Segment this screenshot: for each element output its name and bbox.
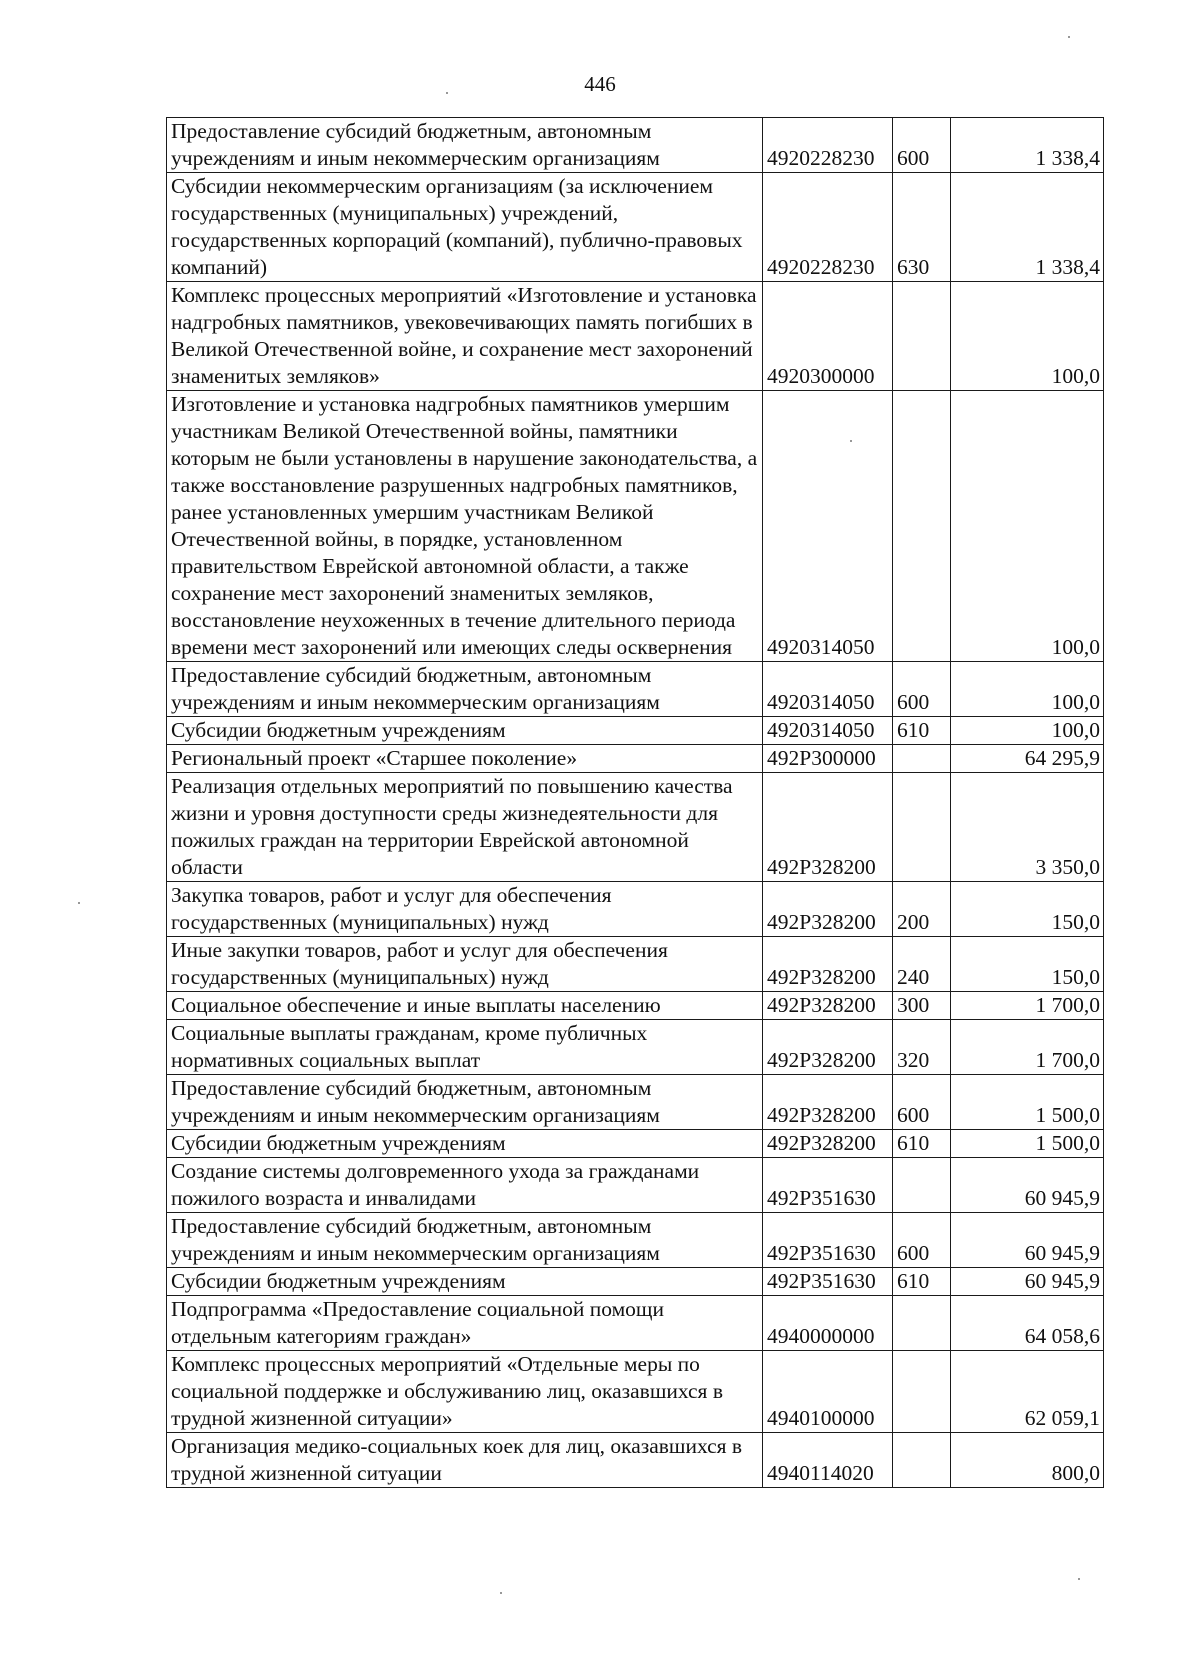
row-name-cell: Создание системы долговременного ухода за гражданами пожилого возраста и инвалидами (167, 1158, 763, 1213)
row-expense-type-cell: 600 (893, 1213, 951, 1268)
row-code-cell: 4920228230 (763, 118, 893, 173)
budget-table-body (167, 118, 1104, 1488)
row-sum-cell: 100,0 (951, 282, 1104, 391)
row-name-cell: Комплекс процессных мероприятий «Изготовление и установка надгробных памятников, увековечивающих память погибших в Великой Отечественной войне, и сохранение мест захоронений знаменитых земляков» (167, 282, 763, 391)
row-name-cell: Организация медико-социальных коек для лиц, оказавшихся в трудной жизненной ситуации (167, 1433, 763, 1488)
row-sum-cell: 60 945,9 (951, 1268, 1104, 1296)
row-name-cell: Субсидии бюджетным учреждениям (167, 717, 763, 745)
row-sum-cell: 1 700,0 (951, 992, 1104, 1020)
table-row (167, 882, 1104, 937)
table-row (167, 745, 1104, 773)
table-row (167, 1158, 1104, 1213)
row-expense-type-cell (893, 745, 951, 773)
row-expense-type-cell (893, 1433, 951, 1488)
table-row (167, 992, 1104, 1020)
row-sum-cell: 60 945,9 (951, 1213, 1104, 1268)
row-sum-cell: 64 295,9 (951, 745, 1104, 773)
row-code-cell: 492P328200 (763, 1020, 893, 1075)
row-expense-type-cell: 300 (893, 992, 951, 1020)
row-name-cell: Подпрограмма «Предоставление социальной помощи отдельным категориям граждан» (167, 1296, 763, 1351)
table-row (167, 282, 1104, 391)
row-expense-type-cell: 200 (893, 882, 951, 937)
row-expense-type-cell: 610 (893, 1268, 951, 1296)
row-sum-cell: 1 338,4 (951, 173, 1104, 282)
table-row (167, 717, 1104, 745)
table-row (167, 1130, 1104, 1158)
scan-speck (78, 902, 80, 904)
row-sum-cell: 1 700,0 (951, 1020, 1104, 1075)
row-sum-cell: 3 350,0 (951, 773, 1104, 882)
row-code-cell: 492P328200 (763, 937, 893, 992)
row-code-cell: 4940100000 (763, 1351, 893, 1433)
table-row (167, 1268, 1104, 1296)
row-name-cell: Региональный проект «Старшее поколение» (167, 745, 763, 773)
row-code-cell: 492P351630 (763, 1268, 893, 1296)
row-code-cell: 4920314050 (763, 717, 893, 745)
row-code-cell: 4920228230 (763, 173, 893, 282)
row-expense-type-cell: 600 (893, 662, 951, 717)
row-name-cell: Субсидии некоммерческим организациям (за исключением государственных (муниципальных) учреждений, государственных корпораций (компаний), публично-правовых компаний) (167, 173, 763, 282)
table-row (167, 391, 1104, 662)
row-expense-type-cell (893, 391, 951, 662)
scan-speck (500, 1592, 502, 1594)
row-code-cell: 4940114020 (763, 1433, 893, 1488)
table-row (167, 662, 1104, 717)
row-code-cell: 4920314050 (763, 391, 893, 662)
row-code-cell: 4920300000 (763, 282, 893, 391)
row-expense-type-cell: 630 (893, 173, 951, 282)
row-expense-type-cell: 610 (893, 717, 951, 745)
scan-speck (1078, 1578, 1080, 1580)
row-sum-cell: 1 338,4 (951, 118, 1104, 173)
row-expense-type-cell: 600 (893, 1075, 951, 1130)
row-code-cell: 492P328200 (763, 1130, 893, 1158)
row-sum-cell: 100,0 (951, 662, 1104, 717)
table-row (167, 1351, 1104, 1433)
row-expense-type-cell (893, 1158, 951, 1213)
row-name-cell: Изготовление и установка надгробных памятников умершим участникам Великой Отечественной войны, памятники которым не были установлены в нарушение законодательства, а также восстановление разрушенных надгробных памятников, ранее установленных умершим участникам Великой Отечественной войны, в порядке, установленном правительством Еврейской автономной области, а также сохранение мест захоронений знаменитых земляков, восстановление неухоженных в течение длительного периода времени мест захоронений или имеющих следы осквернения (167, 391, 763, 662)
row-code-cell: 4940000000 (763, 1296, 893, 1351)
row-name-cell: Реализация отдельных мероприятий по повышению качества жизни и уровня доступности среды жизнедеятельности для пожилых граждан на территории Еврейской автономной области (167, 773, 763, 882)
row-sum-cell: 62 059,1 (951, 1351, 1104, 1433)
row-name-cell: Предоставление субсидий бюджетным, автономным учреждениям и иным некоммерческим организациям (167, 662, 763, 717)
row-name-cell: Социальные выплаты гражданам, кроме публичных нормативных социальных выплат (167, 1020, 763, 1075)
budget-table (166, 117, 1104, 1488)
row-sum-cell: 64 058,6 (951, 1296, 1104, 1351)
row-name-cell: Социальное обеспечение и иные выплаты населению (167, 992, 763, 1020)
scan-speck (1068, 36, 1070, 38)
row-code-cell: 492P328200 (763, 773, 893, 882)
table-row (167, 937, 1104, 992)
scan-speck (446, 92, 448, 94)
page-number: 446 (584, 72, 616, 96)
row-sum-cell: 100,0 (951, 717, 1104, 745)
row-sum-cell: 100,0 (951, 391, 1104, 662)
row-sum-cell: 60 945,9 (951, 1158, 1104, 1213)
row-expense-type-cell: 610 (893, 1130, 951, 1158)
table-row (167, 1296, 1104, 1351)
table-row (167, 1213, 1104, 1268)
row-name-cell: Предоставление субсидий бюджетным, автономным учреждениям и иным некоммерческим организациям (167, 118, 763, 173)
row-sum-cell: 1 500,0 (951, 1130, 1104, 1158)
row-name-cell: Комплекс процессных мероприятий «Отдельные меры по социальной поддержке и обслуживанию лиц, оказавшихся в трудной жизненной ситуации» (167, 1351, 763, 1433)
scan-speck (850, 440, 852, 442)
row-sum-cell: 150,0 (951, 937, 1104, 992)
row-expense-type-cell (893, 282, 951, 391)
row-expense-type-cell: 240 (893, 937, 951, 992)
row-code-cell: 492P328200 (763, 882, 893, 937)
row-expense-type-cell: 600 (893, 118, 951, 173)
row-expense-type-cell (893, 773, 951, 882)
row-expense-type-cell: 320 (893, 1020, 951, 1075)
row-code-cell: 492P328200 (763, 992, 893, 1020)
row-sum-cell: 1 500,0 (951, 1075, 1104, 1130)
row-expense-type-cell (893, 1296, 951, 1351)
table-row (167, 118, 1104, 173)
row-code-cell: 492P300000 (763, 745, 893, 773)
row-name-cell: Предоставление субсидий бюджетным, автономным учреждениям и иным некоммерческим организациям (167, 1075, 763, 1130)
row-name-cell: Закупка товаров, работ и услуг для обеспечения государственных (муниципальных) нужд (167, 882, 763, 937)
table-row (167, 1433, 1104, 1488)
table-row (167, 773, 1104, 882)
row-code-cell: 492P351630 (763, 1158, 893, 1213)
row-name-cell: Субсидии бюджетным учреждениям (167, 1268, 763, 1296)
table-row (167, 1020, 1104, 1075)
table-row (167, 1075, 1104, 1130)
row-code-cell: 4920314050 (763, 662, 893, 717)
row-name-cell: Иные закупки товаров, работ и услуг для обеспечения государственных (муниципальных) нужд (167, 937, 763, 992)
table-row (167, 173, 1104, 282)
row-expense-type-cell (893, 1351, 951, 1433)
row-code-cell: 492P351630 (763, 1213, 893, 1268)
row-name-cell: Предоставление субсидий бюджетным, автономным учреждениям и иным некоммерческим организациям (167, 1213, 763, 1268)
row-code-cell: 492P328200 (763, 1075, 893, 1130)
row-sum-cell: 150,0 (951, 882, 1104, 937)
row-sum-cell: 800,0 (951, 1433, 1104, 1488)
row-name-cell: Субсидии бюджетным учреждениям (167, 1130, 763, 1158)
